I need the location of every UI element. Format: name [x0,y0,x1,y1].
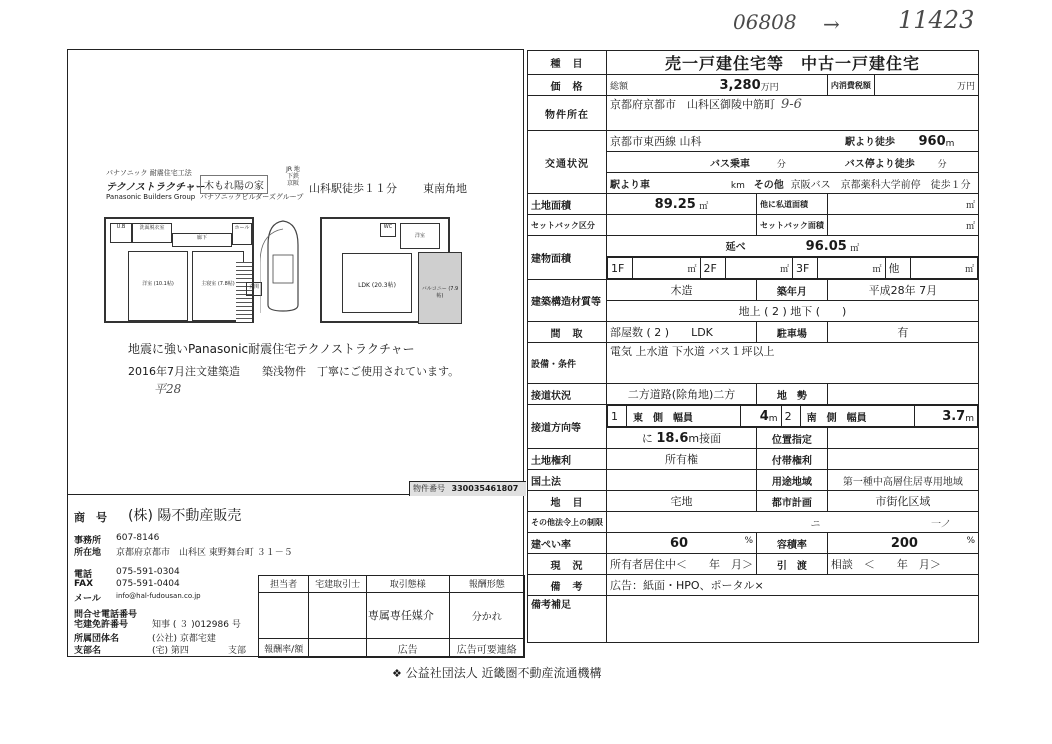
car-icon [260,215,306,315]
land-area-label: 土地面積 [528,194,607,215]
partner-sub: パナソニックビルダーズグループ [200,193,304,201]
built-value: 平成28年 7月 [827,280,978,301]
floor3-unit: ㎡ [872,264,882,275]
property-number: 330035461807 [451,484,519,493]
road1-unit: m [768,413,778,424]
other-value: 京阪バス 京都薬科大学前停 徒歩１分 [790,179,971,191]
road-dir-label: 接道方向等 [528,405,607,449]
branch-value: (宅) 第四 [152,646,189,656]
handwritten-note-right: 11423 [898,6,975,34]
other-label: その他 [753,179,784,191]
location-value: 京都府京都市 山科区御陵中筋町 [610,98,775,111]
private-road-unit: ㎡ [965,200,975,211]
branch-suffix: 支部 [228,646,247,656]
room-western: 洋室 (10.1帖) [128,251,188,321]
road2-dir: 南 側 幅員 [800,406,914,427]
staff-header-person: 担当者 [259,576,309,593]
far-label: 容積率 [757,533,828,554]
floor-other-label: 他 [885,258,910,279]
brand-name: テクノストラクチャー [106,182,205,193]
price-label: 価 格 [528,75,607,96]
coverage-label: 建ぺい率 [528,533,607,554]
handwritten-arrow: → [823,12,840,36]
total-floor-unit: ㎡ [850,244,860,254]
building-area-label: 建物面積 [528,236,607,280]
structure-label: 建築構造材質等 [528,280,607,322]
property-number-box [409,481,526,496]
position-label: 位置指定 [757,428,828,449]
org-logo-icon: ❖ [392,667,402,680]
room-hall: ホール [232,223,252,245]
station-text: 山科駅徒歩１１分 [309,182,397,195]
type-label: 種 目 [528,51,607,75]
road-direction-row [607,405,978,427]
floorplan-area [68,50,525,495]
price-value: 3,280 [719,77,761,93]
type-value: 売一戸建住宅等 中古一戸建住宅 [607,51,979,75]
brand-line1: パナソニック 耐震住宅工法 [106,169,192,177]
walk-unit: m [945,139,955,149]
footer-org: 公益社団法人 近畿圏不動産流通機構 [405,666,602,680]
frontage-value: 18.6 [656,431,689,446]
branch-label: 支部名 [74,646,102,656]
transport-label: 交通状況 [528,131,607,194]
total-floor-label: 延べ [725,242,746,253]
station-tag: JR 地下鉄 京阪 [286,166,300,187]
floor-area-row [607,257,978,279]
car-label: 駅より車 [610,179,650,191]
tax-unit: 万円 [956,81,975,92]
far-value: 200 [890,535,918,551]
layout-value: 部屋数 ( 2 ) LDK [607,322,757,343]
fax-label: FAX [74,579,94,589]
structure-value: 木造 [607,280,757,301]
partner-brand: 木もれ陽の家 [204,181,264,192]
city-plan-value: 市街化区域 [827,491,978,512]
address-label: 所在地 [74,548,102,558]
frontage-suffix: m接面 [688,432,722,445]
mail-value[interactable]: info@hal-fudousan.co.jp [116,592,201,600]
parking-value: 有 [827,322,978,343]
frontage-prefix: に [641,432,653,445]
address-suffix: 9-6 [781,97,802,112]
property-spec-table [527,50,979,643]
road-value: 二方道路(除角地)二方 [607,384,757,405]
license-value: 知事 ( ３ )012986 号 [152,620,241,630]
staff-header-deal: 取引態様 [366,576,449,593]
land-area-value: 89.25 [654,196,696,212]
road1-width: 4 [759,408,769,424]
floor3-label: 3F [793,258,818,279]
land-area-unit: ㎡ [699,201,709,212]
use-zone-label: 用途地域 [757,470,828,491]
land-right-value: 所有権 [607,449,757,470]
road2-width: 3.7 [942,408,966,424]
floor1-unit: ㎡ [687,264,697,275]
busstop-label: バス停より徒歩 [844,158,915,170]
company-address: 京都府京都市 山科区 東野舞台町 ３１－５ [116,548,293,558]
floorplan-1f [104,217,254,323]
assoc-label: 所属団体名 [74,634,120,644]
land-category-label: 地 目 [528,491,607,512]
price-sub: 総額 [610,81,629,92]
setback-area-unit: ㎡ [965,221,975,232]
handwritten-mark2: 一ノ [930,518,950,530]
room-ldk: LDK (20.3帖) [342,253,412,313]
ad-value: 広告可要連絡 [449,639,524,658]
use-zone-value: 第一種中高層住居専用地域 [827,470,978,491]
utility-value: 電気 上水道 下水道 バス１坪以上 [607,343,979,384]
assoc-value: (公社) 京都宅建 [152,634,216,644]
road1-no: 1 [608,406,627,427]
floor-other-unit: ㎡ [964,264,974,275]
national-land-label: 国土法 [528,470,607,491]
price-unit: 万円 [760,82,779,93]
land-category-value: 宅地 [607,491,757,512]
fee-rate-label: 報酬率/額 [259,639,309,658]
tax-label: 内消費税額 [827,75,874,96]
office-label: 事務所 [74,536,102,546]
setback-area-label: セットバック面積 [757,215,828,236]
ad-label: 広告 [366,639,449,658]
tel-label: 電話 [74,570,93,580]
remarks-label: 備 考 [528,575,607,596]
property-summary-panel [67,49,524,657]
utility-label: 設備・条件 [528,343,607,384]
description-line2: 2016年7月注文建築造 築浅物件 丁寧にご使用されています。 [128,365,460,378]
contact-label: 問合せ電話番号 [74,610,138,620]
floor1-label: 1F [608,258,633,279]
staff-header-agent: 宅建取引士 [309,576,367,593]
tel-value[interactable]: 075-591-0304 [116,567,180,577]
layout-label: 間 取 [528,322,607,343]
handwritten-note-left: 06808 [733,10,797,34]
parking-label: 駐車場 [757,322,828,343]
coverage-value: 60 [670,535,689,551]
description-line1: 地震に強いPanasonic耐震住宅テクノストラクチャー [128,342,415,356]
walk-value: 960 [918,134,946,149]
deal-type: 専属専任媒介 [366,592,449,638]
setback-label: セットバック区分 [528,215,607,236]
company-info [68,495,525,658]
far-unit: % [966,535,975,546]
car-unit: km [730,180,745,191]
road1-dir: 東 側 幅員 [627,406,741,427]
attached-label: 付帯権利 [757,449,828,470]
room-hallway: 廊下 [172,233,232,247]
bus-label: バス乗車 [710,158,750,170]
terrain-label: 地 勢 [757,384,828,405]
road-label: 接道状況 [528,384,607,405]
fax-value: 075-591-0404 [116,579,180,589]
notes-label: 備考補足 [528,596,607,643]
room-wc: WC [380,223,396,237]
room-entrance: 玄関 [246,282,262,296]
property-number-label: 物件番号 [413,484,445,493]
staff-table [258,575,525,658]
room-master: 主寝室 (7.8帖) [192,251,244,321]
postal-code: 607-8146 [116,533,160,543]
status-label: 現 況 [528,554,607,575]
road2-no: 2 [781,406,800,427]
handover-value: 相談 ＜ 年 月＞ [827,554,978,575]
built-label: 築年月 [757,280,828,301]
coverage-unit: % [744,535,753,546]
other-limit-label: その他法令上の制限 [528,512,607,533]
fee-type: 分かれ [449,592,524,638]
city-plan-label: 都市計画 [757,491,828,512]
handwritten-mark1: ニ [810,518,820,530]
brand-en: Panasonic Builders Group [106,193,196,201]
stories-value: 地上 ( 2 ) 地下 ( ) [607,301,979,322]
location-label: 物件所在 [528,96,607,131]
room-ub: U.B [110,223,132,243]
floor2-unit: ㎡ [779,264,789,275]
room-western-2f: 洋室 [400,223,440,249]
bus-unit: 分 [776,159,786,170]
staff-header-fee: 報酬形態 [449,576,524,593]
road2-unit: m [965,413,974,424]
license-label: 宅建免許番号 [74,620,129,630]
walk-label: 駅より徒歩 [845,137,895,148]
private-road-label: 他に私道面積 [757,194,828,215]
land-right-label: 土地権利 [528,449,607,470]
mail-label: メール [74,594,101,604]
corner-text: 東南角地 [423,182,467,195]
room-balcony: バルコニー (7.9帖) [418,252,462,324]
handover-label: 引 渡 [757,554,828,575]
trade-name: (株) 陽不動産販売 [128,508,242,524]
status-value: 所有者居住中＜ 年 月＞ [607,554,757,575]
trade-label: 商 号 [74,511,107,524]
line-value: 京都市東西線 山科 [610,135,702,148]
busstop-unit: 分 [937,159,947,170]
remarks-value: 広告：紙面・HPO、ポータル× [607,575,979,596]
footer [392,664,602,681]
room-washroom: 洗面脱衣室 [132,223,172,243]
floor2-label: 2F [700,258,725,279]
total-floor-value: 96.05 [805,239,847,254]
handwritten-side-note: 平28 [154,382,182,396]
